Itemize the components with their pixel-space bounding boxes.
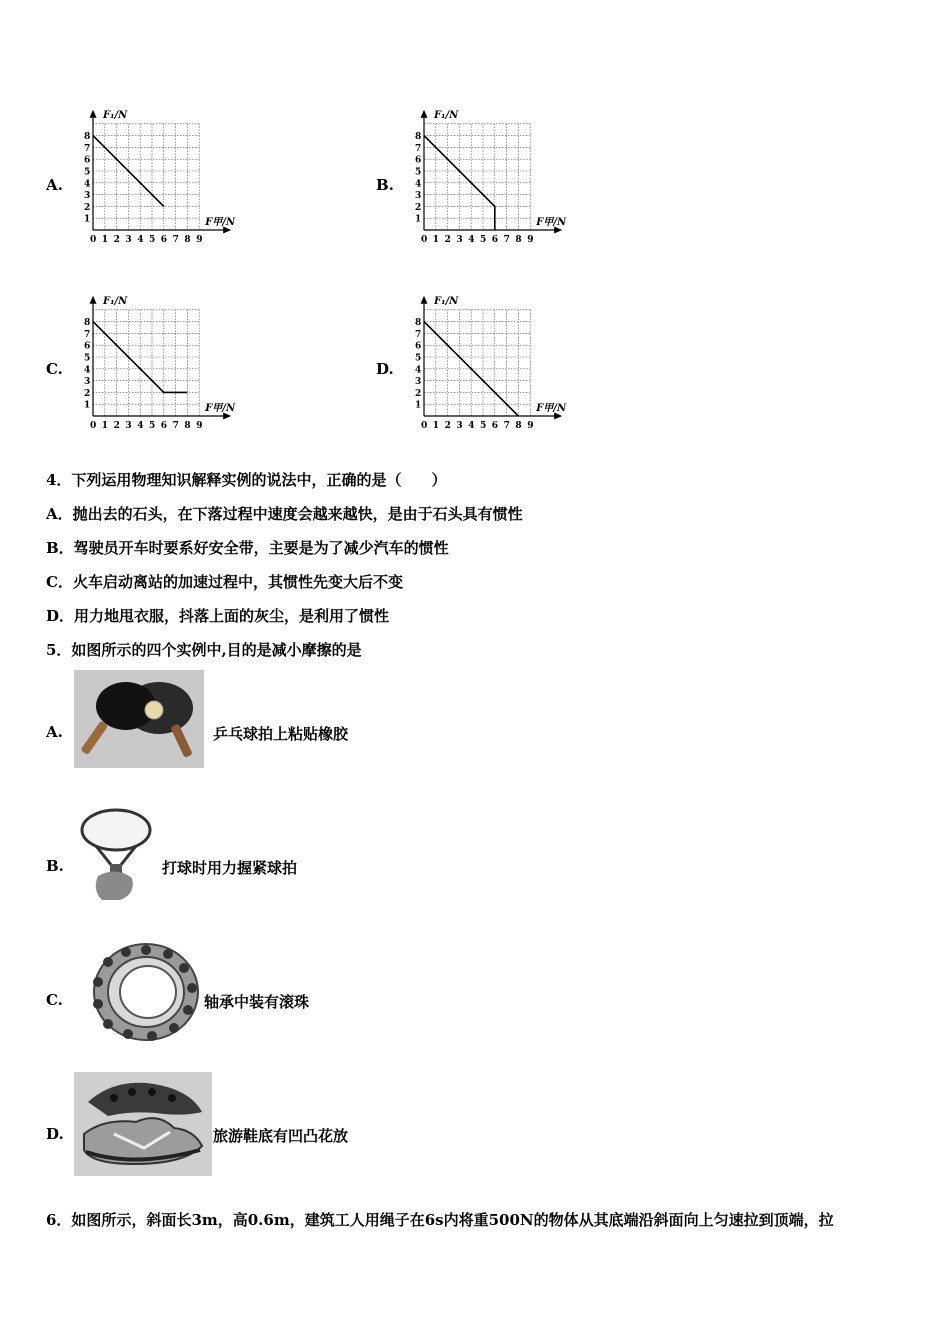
- y-tick-label: 8: [415, 318, 422, 329]
- ping-pong-paddle-icon: [74, 670, 204, 768]
- x-tick-label: 1: [101, 235, 109, 245]
- q5-option-b-caption: 打球时用力握紧球拍: [162, 859, 298, 877]
- y-tick-label: 7: [415, 329, 422, 340]
- x-tick-label: 6: [160, 421, 168, 431]
- x-tick-label: 4: [137, 235, 144, 245]
- x-tick-label: 8: [184, 235, 191, 245]
- q5-option-d-letter: D.: [46, 1125, 64, 1143]
- y-axis-arrow: [90, 296, 97, 304]
- graph-svg: [80, 100, 255, 248]
- graph-svg: [411, 286, 586, 434]
- x-tick-label: 1: [432, 235, 440, 245]
- x-tick-label: 6: [160, 235, 168, 245]
- x-tick-label: 7: [503, 421, 510, 431]
- y-tick-label: 8: [415, 132, 422, 143]
- x-tick-label: 2: [113, 421, 120, 431]
- graph-d: [411, 286, 586, 438]
- y-axis-arrow: [421, 110, 428, 118]
- q5-option-c-letter: C.: [46, 991, 63, 1009]
- x-tick-label: 1: [432, 421, 440, 431]
- y-tick-label: 4: [415, 179, 422, 190]
- option-a-letter: A.: [46, 176, 63, 194]
- y-tick-label: 3: [415, 191, 422, 202]
- y-tick-label: 1: [84, 400, 91, 411]
- y-tick-label: 2: [84, 202, 91, 213]
- y-tick-label: 3: [84, 377, 91, 388]
- x-tick-label: 6: [491, 235, 499, 245]
- y-tick-label: 6: [415, 155, 422, 166]
- q4-stem: 4．下列运用物理知识解释实例的说法中，正确的是（ ）: [46, 471, 447, 489]
- x-tick-label: 0: [90, 421, 97, 431]
- graph-svg: [80, 286, 255, 434]
- y-tick-label: 5: [84, 353, 91, 364]
- x-tick-label: 4: [137, 421, 144, 431]
- y-tick-label: 6: [84, 155, 91, 166]
- data-line: [424, 322, 518, 416]
- x-tick-label: 8: [184, 421, 191, 431]
- x-tick-label: 7: [503, 235, 510, 245]
- x-axis-label: F甲/N: [205, 217, 236, 228]
- y-tick-label: 1: [415, 400, 422, 411]
- x-tick-label: 5: [480, 235, 487, 245]
- x-tick-label: 2: [444, 235, 451, 245]
- q6-stem: 6．如图所示，斜面长3m，高0.6m，建筑工人用绳子在6s内将重500N的物体从其底端沿斜面向上匀速拉到顶端，拉: [46, 1211, 834, 1229]
- ball-bearing-icon: [76, 940, 200, 1044]
- x-tick-label: 0: [90, 235, 97, 245]
- q5-option-b-letter: B.: [46, 857, 64, 875]
- x-tick-label: 5: [149, 235, 156, 245]
- y-tick-label: 2: [415, 202, 422, 213]
- y-tick-label: 2: [415, 388, 422, 399]
- y-axis-label: F₁/N: [434, 295, 459, 307]
- y-tick-label: 7: [84, 329, 91, 340]
- y-tick-label: 4: [84, 365, 91, 376]
- x-tick-label: 5: [480, 421, 487, 431]
- option-b-letter: B.: [376, 176, 394, 194]
- x-tick-label: 3: [456, 235, 463, 245]
- x-tick-label: 7: [172, 421, 179, 431]
- y-tick-label: 8: [84, 318, 91, 329]
- x-tick-label: 5: [149, 421, 156, 431]
- x-tick-label: 8: [515, 421, 522, 431]
- x-tick-label: 4: [468, 235, 475, 245]
- y-axis-arrow: [421, 296, 428, 304]
- q5-stem: 5．如图所示的四个实例中,目的是减小摩擦的是: [46, 641, 362, 659]
- x-axis-label: F甲/N: [536, 403, 567, 414]
- x-axis-label: F甲/N: [536, 217, 567, 228]
- x-tick-label: 3: [125, 235, 132, 245]
- y-tick-label: 1: [84, 214, 91, 225]
- y-axis-arrow: [90, 110, 97, 118]
- x-tick-label: 1: [101, 421, 109, 431]
- x-tick-label: 9: [196, 421, 203, 431]
- option-d-letter: D.: [376, 360, 394, 378]
- y-axis-label: F₁/N: [434, 109, 459, 121]
- x-tick-label: 3: [125, 421, 132, 431]
- x-tick-label: 0: [421, 235, 428, 245]
- x-tick-label: 9: [527, 421, 534, 431]
- x-tick-label: 2: [444, 421, 451, 431]
- y-tick-label: 1: [415, 214, 422, 225]
- q5-option-a-caption: 乒乓球拍上粘贴橡胶: [213, 725, 349, 743]
- x-tick-label: 8: [515, 235, 522, 245]
- q5-option-c-caption: 轴承中装有滚珠: [204, 993, 310, 1011]
- x-tick-label: 0: [421, 421, 428, 431]
- q4-option-a: A．抛出去的石头，在下落过程中速度会越来越快，是由于石头具有惯性: [46, 505, 523, 523]
- q5-option-a-letter: A.: [46, 723, 63, 741]
- y-tick-label: 5: [415, 353, 422, 364]
- tennis-racket-icon: [74, 806, 158, 902]
- option-c-letter: C.: [46, 360, 63, 378]
- y-tick-label: 5: [415, 167, 422, 178]
- x-axis-label: F甲/N: [205, 403, 236, 414]
- y-tick-label: 6: [84, 341, 91, 352]
- y-tick-label: 4: [415, 365, 422, 376]
- q4-option-d: D．用力地甩衣服，抖落上面的灰尘，是利用了惯性: [46, 607, 390, 625]
- x-tick-label: 9: [527, 235, 534, 245]
- y-tick-label: 4: [84, 179, 91, 190]
- x-tick-label: 2: [113, 235, 120, 245]
- q4-option-b: B．驾驶员开车时要系好安全带，主要是为了减少汽车的惯性: [46, 539, 449, 557]
- y-axis-label: F₁/N: [103, 109, 128, 121]
- x-tick-label: 4: [468, 421, 475, 431]
- y-tick-label: 2: [84, 388, 91, 399]
- graph-svg: [411, 100, 586, 248]
- graph-a: [80, 100, 255, 252]
- sneaker-icon: [74, 1072, 212, 1176]
- y-tick-label: 7: [84, 143, 91, 154]
- x-tick-label: 6: [491, 421, 499, 431]
- y-tick-label: 3: [415, 377, 422, 388]
- q4-option-c: C．火车启动离站的加速过程中，其惯性先变大后不变: [46, 573, 403, 591]
- y-tick-label: 5: [84, 167, 91, 178]
- graph-c: [80, 286, 255, 438]
- q5-option-d-caption: 旅游鞋底有凹凸花放: [213, 1127, 349, 1145]
- y-axis-label: F₁/N: [103, 295, 128, 307]
- x-tick-label: 9: [196, 235, 203, 245]
- y-tick-label: 6: [415, 341, 422, 352]
- x-tick-label: 3: [456, 421, 463, 431]
- y-tick-label: 8: [84, 132, 91, 143]
- x-tick-label: 7: [172, 235, 179, 245]
- graph-b: [411, 100, 586, 252]
- y-tick-label: 3: [84, 191, 91, 202]
- y-tick-label: 7: [415, 143, 422, 154]
